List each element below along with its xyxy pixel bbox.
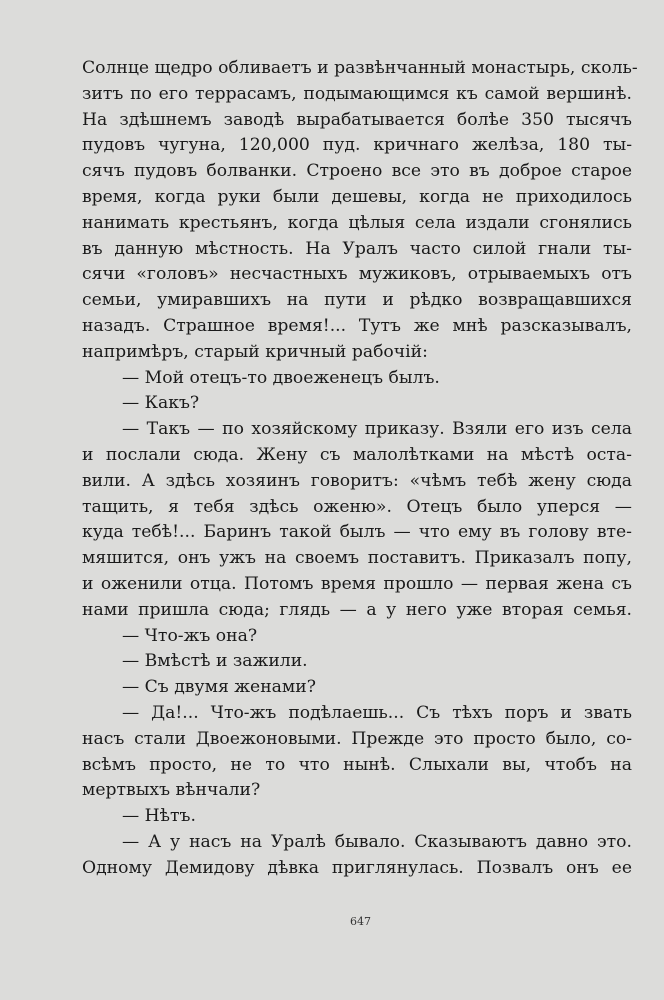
text-line: мяшится, онъ ужъ на своемъ поставитъ. Приказалъ попу, [82,548,632,569]
dialogue-line: — Такъ — по хозяйскому приказу. Взяли его изъ села [122,419,632,440]
text-line: и оженили отца. Потомъ время прошло — первая жена съ [82,573,632,594]
dialogue-line: — Что-жъ она? [122,625,258,646]
dialogue-line: — Нѣтъ. [122,806,196,827]
body-text [82,56,638,882]
page-number: 647 [350,915,371,928]
text-line: и послали сюда. Жену съ малолѣтками на мѣстѣ оста- [82,444,632,465]
dialogue-line: — А у насъ на Уралѣ бывало. Сказываютъ давно это. [122,831,632,852]
text-line: зитъ по его террасамъ, подымающимся къ самой вершинѣ. [82,83,632,104]
text-line: тащить, я тебя здѣсь оженю». Отецъ было уперся — [82,496,632,517]
text-line: нанимать крестьянъ, когда цѣлыя села издали сгонялись [82,212,632,233]
text-line: въ данную мѣстность. На Уралъ часто силой гнали ты- [82,238,632,259]
dialogue-line: — Съ двумя женами? [122,677,316,698]
dialogue-line: — Вмѣстѣ и зажили. [122,651,308,672]
text-line: вили. А здѣсь хозяинъ говоритъ: «чѣмъ тебѣ жену сюда [82,470,632,491]
text-line: мертвыхъ вѣнчали? [82,780,261,801]
text-line: время, когда руки были дешевы, когда не приходилось [82,186,632,207]
text-line: На здѣшнемъ заводѣ вырабатывается болѣе 350 тысячъ [82,109,632,130]
text-line: пудовъ чугуна, 120,000 пуд. кричнаго желѣза, 180 ты- [82,135,632,156]
text-line: семьи, умиравшихъ на пути и рѣдко возвращавшихся [82,290,632,311]
dialogue-line: — Какъ? [122,393,200,414]
text-line: сячъ пудовъ болванки. Строено все это въ доброе старое [82,161,632,182]
dialogue-line: — Мой отецъ-то двоеженецъ былъ. [122,367,440,388]
text-line: куда тебѣ!... Баринъ такой былъ — что ему въ голову вте- [82,522,632,543]
text-line: Одному Демидову дѣвка приглянулась. Позвалъ онъ ее [82,857,632,878]
text-line: сячи «головъ» несчастныхъ мужиковъ, отрываемыхъ отъ [82,264,632,285]
dialogue-line: — Да!... Что-жъ подѣлаешь... Съ тѣхъ поръ и звать [122,702,632,723]
text-line: насъ стали Двоежоновыми. Прежде это просто было, со- [82,728,632,749]
text-line: Солнце щедро обливаетъ и развѣнчанный монастырь, сколь- [82,58,638,78]
text-line: напримѣръ, старый кричный рабочій: [82,341,428,362]
text-line: нами пришла сюда; глядь — а у него уже вторая семья. [82,599,632,620]
text-line: всѣмъ просто, не то что нынѣ. Слыхали вы, чтобъ на [82,754,632,775]
text-line: назадъ. Страшное время!... Тутъ же мнѣ разсказывалъ, [82,315,632,336]
